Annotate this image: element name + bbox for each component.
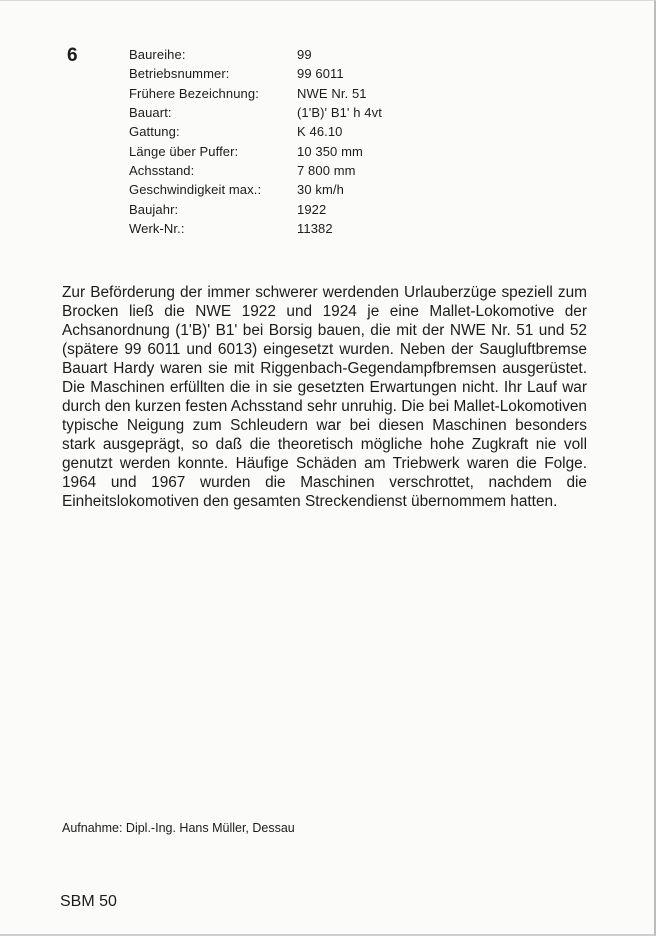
spec-row-baureihe <box>129 45 429 64</box>
spec-value: (1'B)' B1' h 4vt <box>297 105 382 121</box>
spec-label: Geschwindigkeit max.: <box>129 182 262 198</box>
photo-credit: Aufnahme: Dipl.-Ing. Hans Müller, Dessau <box>62 821 295 835</box>
spec-row-baujahr <box>129 199 429 218</box>
spec-label: Baujahr: <box>129 201 179 217</box>
spec-value: 10 350 mm <box>297 143 363 159</box>
spec-value: 30 km/h <box>297 182 344 198</box>
spec-row-laenge <box>129 141 429 160</box>
spec-label: Frühere Bezeichnung: <box>129 85 259 101</box>
spec-value: 99 6011 <box>297 66 344 82</box>
spec-label: Baureihe: <box>129 47 186 63</box>
spec-row-achsstand <box>129 161 429 180</box>
series-label: SBM 50 <box>60 893 117 910</box>
spec-row-fruehere-bezeichnung <box>129 84 429 103</box>
spec-value: 11382 <box>297 220 333 236</box>
spec-value: 99 <box>297 47 312 63</box>
spec-value: 7 800 mm <box>297 162 356 178</box>
card-number: 6 <box>67 45 78 66</box>
spec-row-bauart <box>129 103 429 122</box>
spec-label: Bauart: <box>129 105 172 121</box>
spec-row-geschwindigkeit <box>129 180 429 199</box>
description-paragraph: Zur Beförderung der immer schwerer werdenden Urlauberzüge speziell zum Brocken ließ die NWE 1922 und 1924 je eine Mallet-Lokomotive der Achsanordnung (1'B)' B1' bei Borsig bauen, die mit der NWE Nr. 51 und 52 (spätere 99 6011 und 6013) eingesetzt wurden. Neben der Saugluftbremse Bauart Hardy waren sie mit Riggenbach-Gegendampfbremsen ausgerüstet. Die Maschinen erfüllten die in sie gesetzten Erwartungen nicht. Ihr Lauf war durch den kurzen festen Achsstand sehr unruhig. Die bei Mallet-Lokomotiven typische Neigung zum Schleudern war bei diesen Maschinen besonders stark ausgeprägt, so daß die theoretisch mögliche hohe Zugkraft nie voll genutzt werden konnte. Häufige Schäden am Triebwerk waren die Folge. 1964 und 1967 wurden die Maschinen verschrottet, nachdem die Einheitslokomotiven den gesamten Streckendienst übernommem hatten. <box>62 284 587 510</box>
spec-label: Gattung: <box>129 124 180 140</box>
spec-table <box>129 45 429 238</box>
spec-row-betriebsnummer <box>129 64 429 83</box>
spec-row-werk-nr <box>129 219 429 238</box>
spec-label: Achsstand: <box>129 162 195 178</box>
spec-row-gattung <box>129 122 429 141</box>
spec-value: NWE Nr. 51 <box>297 85 367 101</box>
spec-value: K 46.10 <box>297 124 343 140</box>
spec-label: Werk-Nr.: <box>129 220 185 236</box>
spec-value: 1922 <box>297 201 327 217</box>
description-text <box>62 283 587 511</box>
spec-label: Länge über Puffer: <box>129 143 239 159</box>
spec-label: Betriebsnummer: <box>129 66 230 82</box>
